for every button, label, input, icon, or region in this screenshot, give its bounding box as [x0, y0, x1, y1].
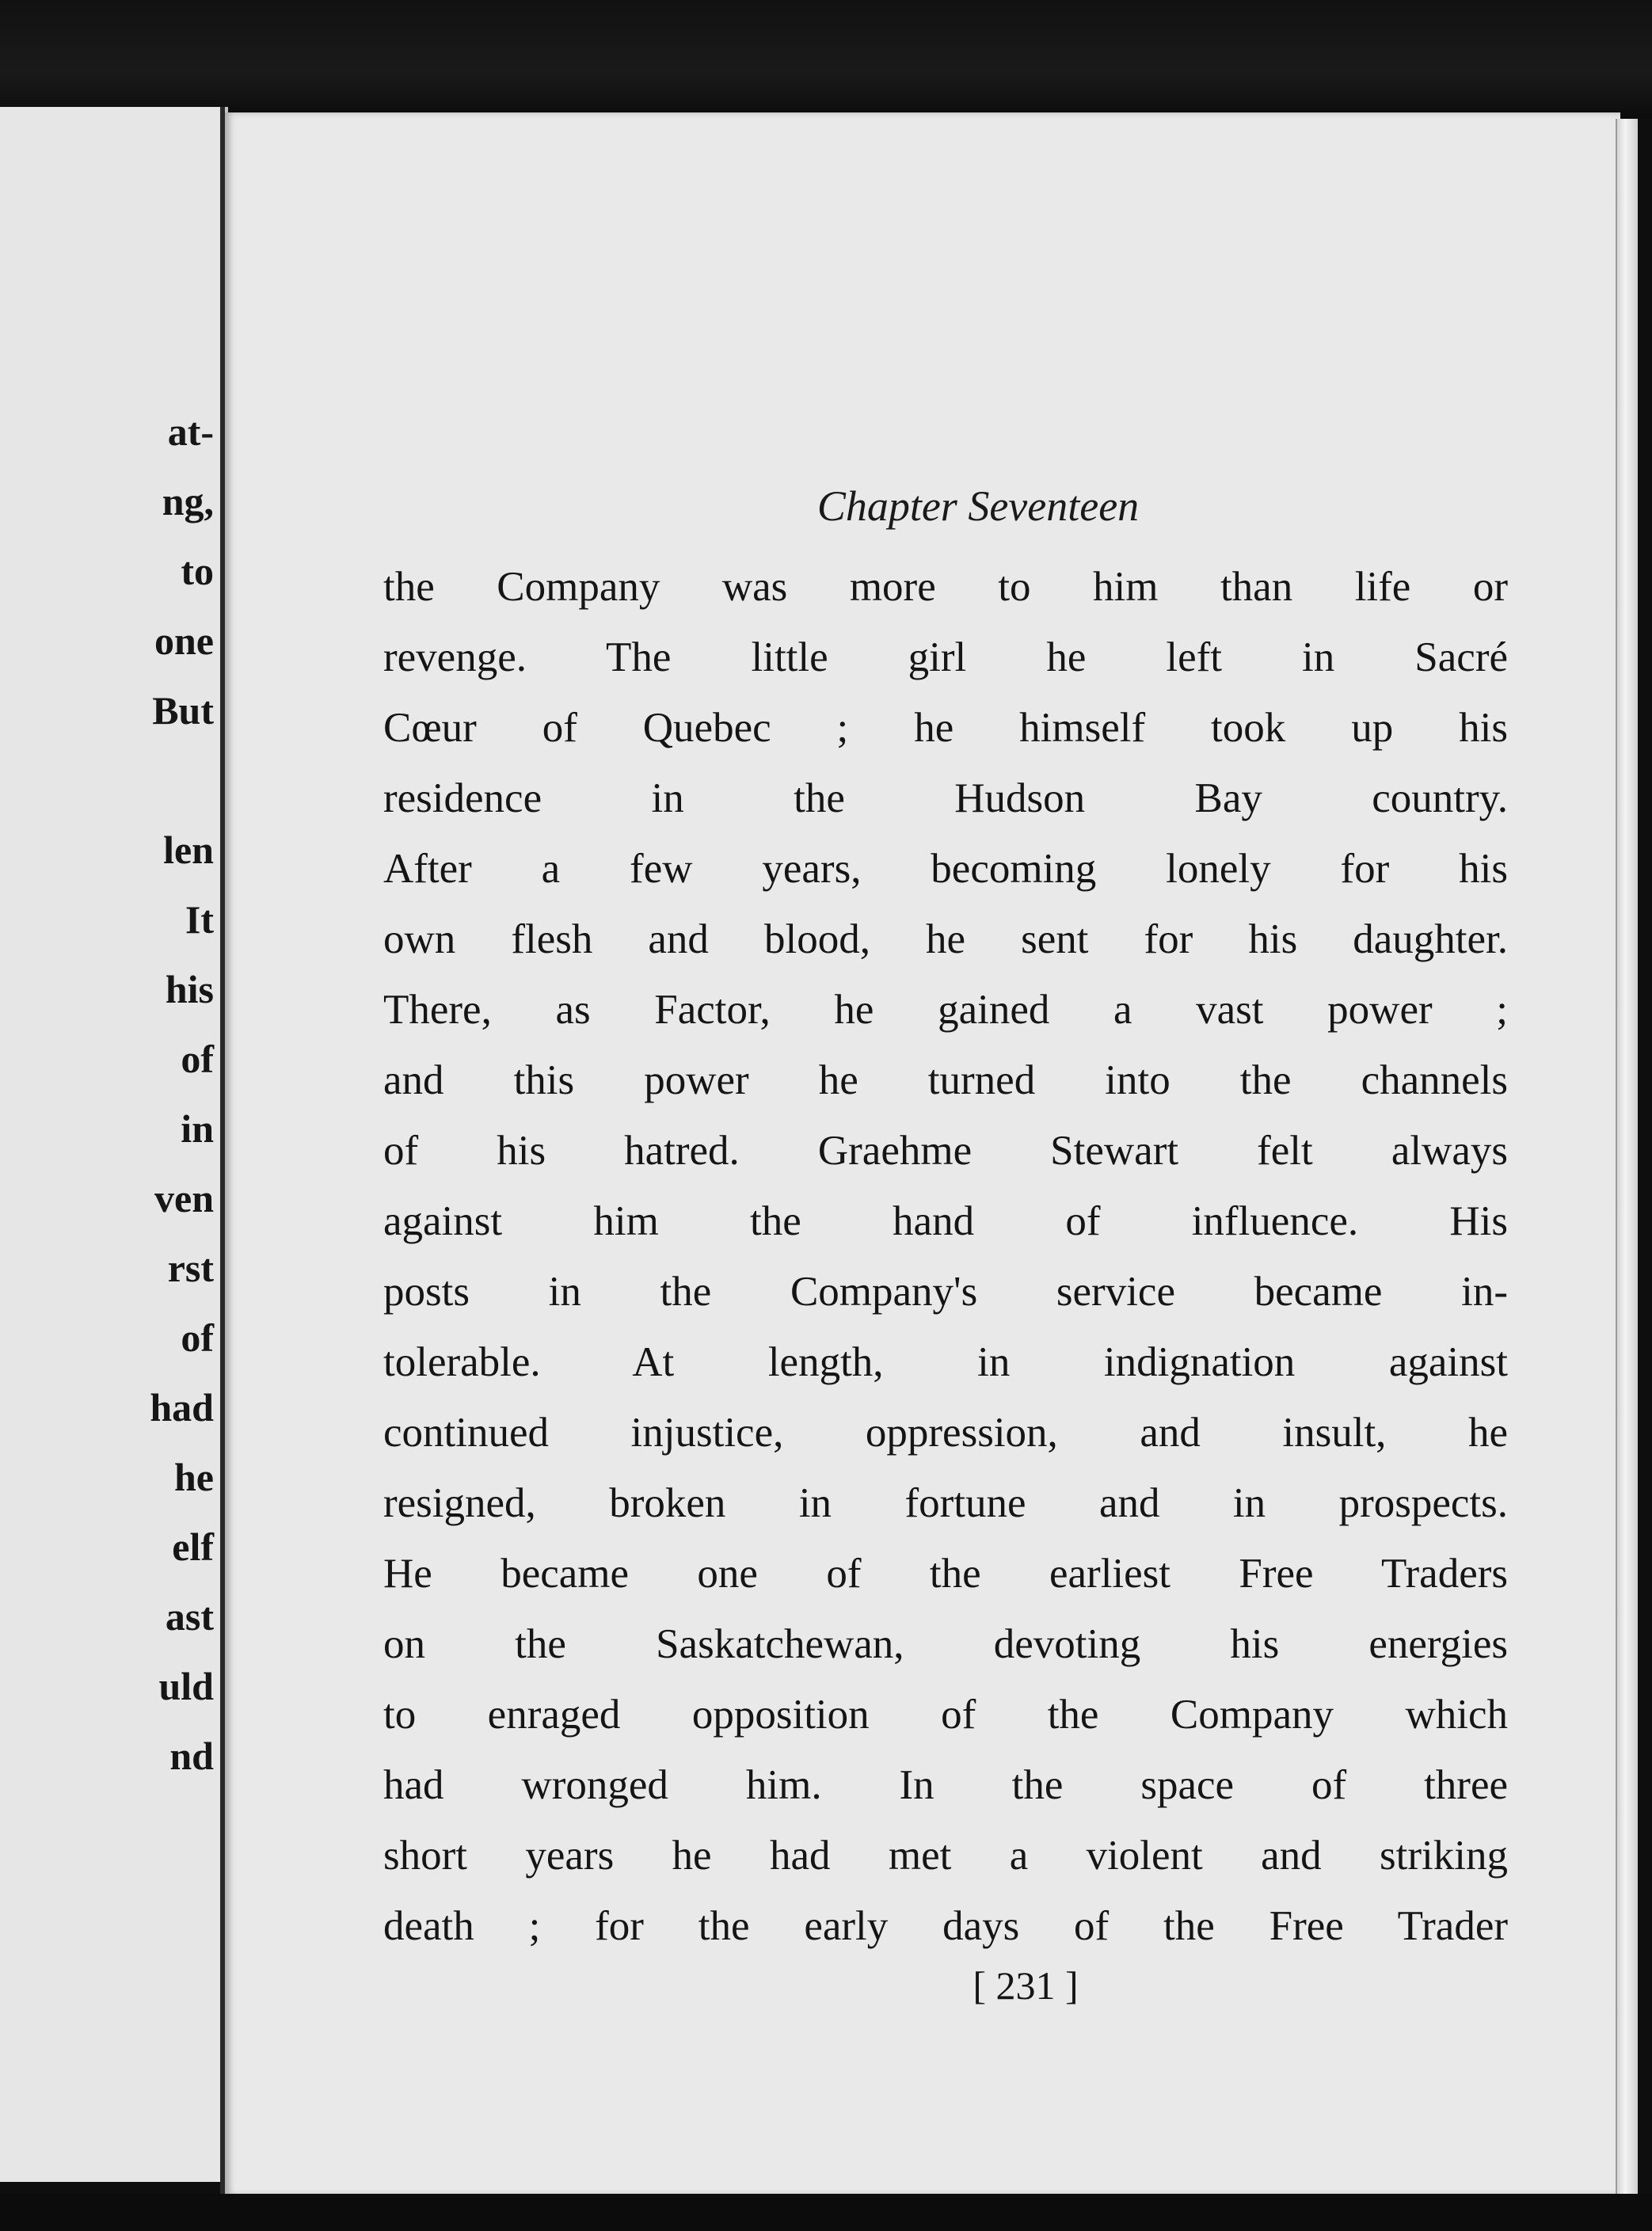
text-line: had wronged him. In the space of three [383, 1762, 1508, 1808]
page-number-text: [ 231 ] [973, 1963, 1079, 2008]
left-page-fragment: his [165, 967, 214, 1011]
left-page-fragment: It [185, 897, 214, 942]
facing-page-left [0, 107, 228, 2182]
left-page-fragment: to [181, 549, 214, 593]
scan-background-bottom [0, 2194, 1652, 2231]
text-line: against him the hand of influence. His [383, 1198, 1508, 1244]
left-page-fragment: len [163, 828, 214, 872]
running-head-text: Chapter Seventeen [816, 482, 1140, 530]
left-page-fragment: he [174, 1455, 214, 1499]
left-page-fragment: nd [169, 1734, 214, 1778]
text-line: and this power he turned into the channels [383, 1057, 1508, 1103]
left-page-fragment: ng, [162, 479, 214, 523]
left-page-fragment: But [152, 688, 214, 733]
left-page-fragment: ast [165, 1594, 214, 1639]
text-line: Cœur of Quebec ; he himself took up his [383, 705, 1508, 751]
text-line: continued injustice, oppression, and insult, he [383, 1410, 1508, 1456]
left-page-fragment: in [181, 1106, 214, 1151]
text-line: own flesh and blood, he sent for his daughter. [383, 916, 1508, 962]
left-page-fragment: uld [158, 1664, 214, 1708]
page-number [225, 1963, 1620, 2008]
left-page-fragment: one [154, 619, 214, 663]
text-line: of his hatred. Graehme Stewart felt always [383, 1128, 1508, 1174]
left-page-fragment: ven [154, 1176, 214, 1220]
text-line: short years he had met a violent and striking [383, 1833, 1508, 1879]
text-line: He became one of the earliest Free Traders [383, 1551, 1508, 1597]
scan-background-top [0, 0, 1652, 119]
text-line: resigned, broken in fortune and in prospects. [383, 1480, 1508, 1526]
left-page-fragment: of [181, 1037, 214, 1081]
text-line: the Company was more to him than life or [383, 564, 1508, 610]
right-page-edge [1616, 119, 1638, 2194]
text-line: posts in the Company's service became in- [383, 1269, 1508, 1315]
left-page-fragment: elf [172, 1525, 214, 1569]
text-line: After a few years, becoming lonely for his [383, 846, 1508, 892]
body-text [383, 552, 1508, 1962]
left-page-fragment: at- [167, 409, 214, 454]
text-line: on the Saskatchewan, devoting his energies [383, 1621, 1508, 1667]
text-line: revenge. The little girl he left in Sacré [383, 634, 1508, 680]
left-page-fragment: rst [167, 1246, 214, 1290]
left-page-fragment: had [150, 1385, 214, 1430]
text-line: tolerable. At length, in indignation against [383, 1339, 1508, 1385]
text-line: death ; for the early days of the Free Trader [383, 1903, 1508, 1949]
running-head [225, 482, 1620, 530]
text-line: There, as Factor, he gained a vast power ; [383, 987, 1508, 1033]
text-line: to enraged opposition of the Company which [383, 1692, 1508, 1738]
book-page-right [225, 112, 1620, 2195]
left-page-fragment: of [181, 1315, 214, 1360]
text-line: residence in the Hudson Bay country. [383, 775, 1508, 821]
